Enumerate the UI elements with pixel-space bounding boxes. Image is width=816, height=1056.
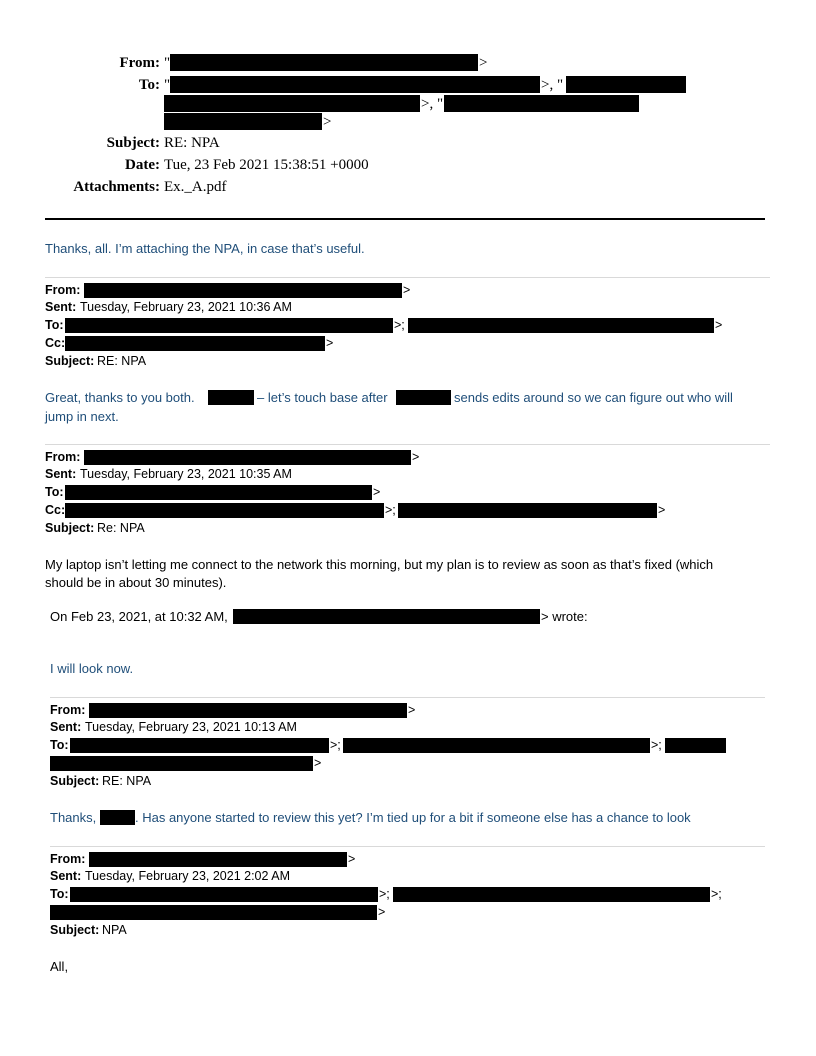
from-label: From: bbox=[50, 703, 86, 717]
gt-mark: > bbox=[408, 703, 416, 717]
redacted-to-2 bbox=[343, 738, 650, 753]
sent-value: Tuesday, February 23, 2021 10:36 AM bbox=[80, 300, 292, 314]
subject-label: Subject: bbox=[106, 135, 160, 151]
subject-value: RE: NPA bbox=[97, 354, 147, 368]
sent-label: Sent: bbox=[45, 467, 77, 481]
redacted-from bbox=[89, 852, 347, 867]
header-divider bbox=[45, 218, 765, 220]
to-label: To: bbox=[45, 485, 64, 499]
body-text: . Has anyone started to review this yet? I’m tied up for a bit if someone else has a chance to look bbox=[135, 810, 691, 825]
subject-value: RE: NPA bbox=[164, 135, 220, 151]
separator-mark: >, " bbox=[421, 96, 444, 112]
redacted-to-2 bbox=[408, 318, 714, 333]
attachment-link[interactable]: Ex._A.pdf bbox=[164, 179, 227, 195]
body-text: All, bbox=[50, 959, 69, 974]
redacted-to-1 bbox=[170, 76, 540, 93]
body-text: I will look now. bbox=[50, 661, 134, 676]
subject-value: NPA bbox=[102, 923, 127, 937]
subject-value: RE: NPA bbox=[102, 774, 152, 788]
redacted-name bbox=[100, 810, 135, 825]
gt-mark: > bbox=[658, 503, 666, 517]
to-label: To: bbox=[45, 318, 64, 332]
quote-attribution: On Feb 23, 2021, at 10:32 AM, bbox=[50, 609, 228, 624]
redacted-to-1 bbox=[70, 887, 378, 902]
sent-label: Sent: bbox=[50, 720, 82, 734]
redacted-to bbox=[65, 485, 372, 500]
redacted-name bbox=[208, 390, 254, 405]
redacted-cc-1 bbox=[65, 503, 384, 518]
attachments-label: Attachments: bbox=[73, 179, 160, 195]
redacted-to-4 bbox=[444, 95, 639, 112]
body-text: Thanks, bbox=[50, 810, 97, 825]
gt-mark: > bbox=[715, 318, 723, 332]
quote-mark: " bbox=[164, 55, 171, 71]
separator-mark: >; bbox=[330, 738, 341, 752]
redacted-to-3 bbox=[665, 738, 726, 753]
redacted-to-2 bbox=[393, 887, 710, 902]
body-text: sends edits around so we can figure out who will bbox=[454, 390, 733, 405]
redacted-from bbox=[84, 450, 411, 465]
redacted-sender bbox=[233, 609, 540, 624]
sent-value: Tuesday, February 23, 2021 10:35 AM bbox=[80, 467, 292, 481]
to-label: To: bbox=[138, 77, 160, 93]
body-text: Great, thanks to you both. bbox=[45, 390, 195, 405]
body-text: jump in next. bbox=[45, 409, 119, 424]
date-value: Tue, 23 Feb 2021 15:38:51 +0000 bbox=[164, 157, 369, 173]
intro-text: Thanks, all. I’m attaching the NPA, in case that’s useful. bbox=[45, 241, 365, 256]
gt-mark: > bbox=[373, 485, 381, 499]
redacted-to-4 bbox=[50, 756, 313, 771]
to-label: To: bbox=[50, 738, 69, 752]
redacted-from bbox=[170, 54, 478, 71]
subject-label: Subject: bbox=[45, 521, 95, 535]
redacted-from bbox=[89, 703, 407, 718]
separator-mark: >; bbox=[711, 887, 722, 901]
subject-label: Subject: bbox=[50, 923, 100, 937]
gt-mark: > bbox=[323, 114, 332, 130]
cc-label: Cc: bbox=[45, 336, 66, 350]
redacted-to-3 bbox=[50, 905, 377, 920]
gt-mark: > bbox=[314, 756, 322, 770]
separator-mark: >; bbox=[379, 887, 390, 901]
message-divider bbox=[45, 444, 770, 445]
from-label: From: bbox=[45, 283, 81, 297]
quote-wrote: > wrote: bbox=[541, 609, 588, 624]
sent-value: Tuesday, February 23, 2021 10:13 AM bbox=[85, 720, 297, 734]
from-label: From: bbox=[119, 55, 160, 71]
from-label: From: bbox=[45, 450, 81, 464]
separator-mark: >; bbox=[394, 318, 405, 332]
body-text: – let’s touch base after bbox=[257, 390, 388, 405]
redacted-to-2 bbox=[566, 76, 686, 93]
quote-mark: " bbox=[164, 77, 171, 93]
gt-mark: > bbox=[326, 336, 334, 350]
separator-mark: >; bbox=[651, 738, 662, 752]
cc-label: Cc: bbox=[45, 503, 66, 517]
redacted-from bbox=[84, 283, 402, 298]
sent-label: Sent: bbox=[50, 869, 82, 883]
subject-label: Subject: bbox=[50, 774, 100, 788]
redacted-cc bbox=[65, 336, 325, 351]
message-divider bbox=[50, 846, 765, 847]
gt-mark: > bbox=[378, 905, 386, 919]
redacted-to-1 bbox=[70, 738, 329, 753]
message-divider bbox=[45, 277, 770, 278]
to-label: To: bbox=[50, 887, 69, 901]
message-divider bbox=[50, 697, 765, 698]
subject-value: Re: NPA bbox=[97, 521, 145, 535]
date-label: Date: bbox=[125, 157, 160, 173]
gt-mark: > bbox=[412, 450, 420, 464]
gt-mark: > bbox=[348, 852, 356, 866]
body-text: My laptop isn’t letting me connect to the network this morning, but my plan is to review as soon as that’s fixed (which bbox=[45, 557, 714, 572]
redacted-to-5 bbox=[164, 113, 322, 130]
redacted-name bbox=[396, 390, 451, 405]
gt-mark: > bbox=[403, 283, 411, 297]
sent-value: Tuesday, February 23, 2021 2:02 AM bbox=[85, 869, 290, 883]
gt-mark: > bbox=[479, 55, 488, 71]
separator-mark: >, " bbox=[541, 77, 564, 93]
from-label: From: bbox=[50, 852, 86, 866]
redacted-cc-2 bbox=[398, 503, 657, 518]
redacted-to-1 bbox=[65, 318, 393, 333]
subject-label: Subject: bbox=[45, 354, 95, 368]
sent-label: Sent: bbox=[45, 300, 77, 314]
redacted-to-3 bbox=[164, 95, 420, 112]
separator-mark: >; bbox=[385, 503, 396, 517]
body-text: should be in about 30 minutes). bbox=[45, 575, 227, 590]
